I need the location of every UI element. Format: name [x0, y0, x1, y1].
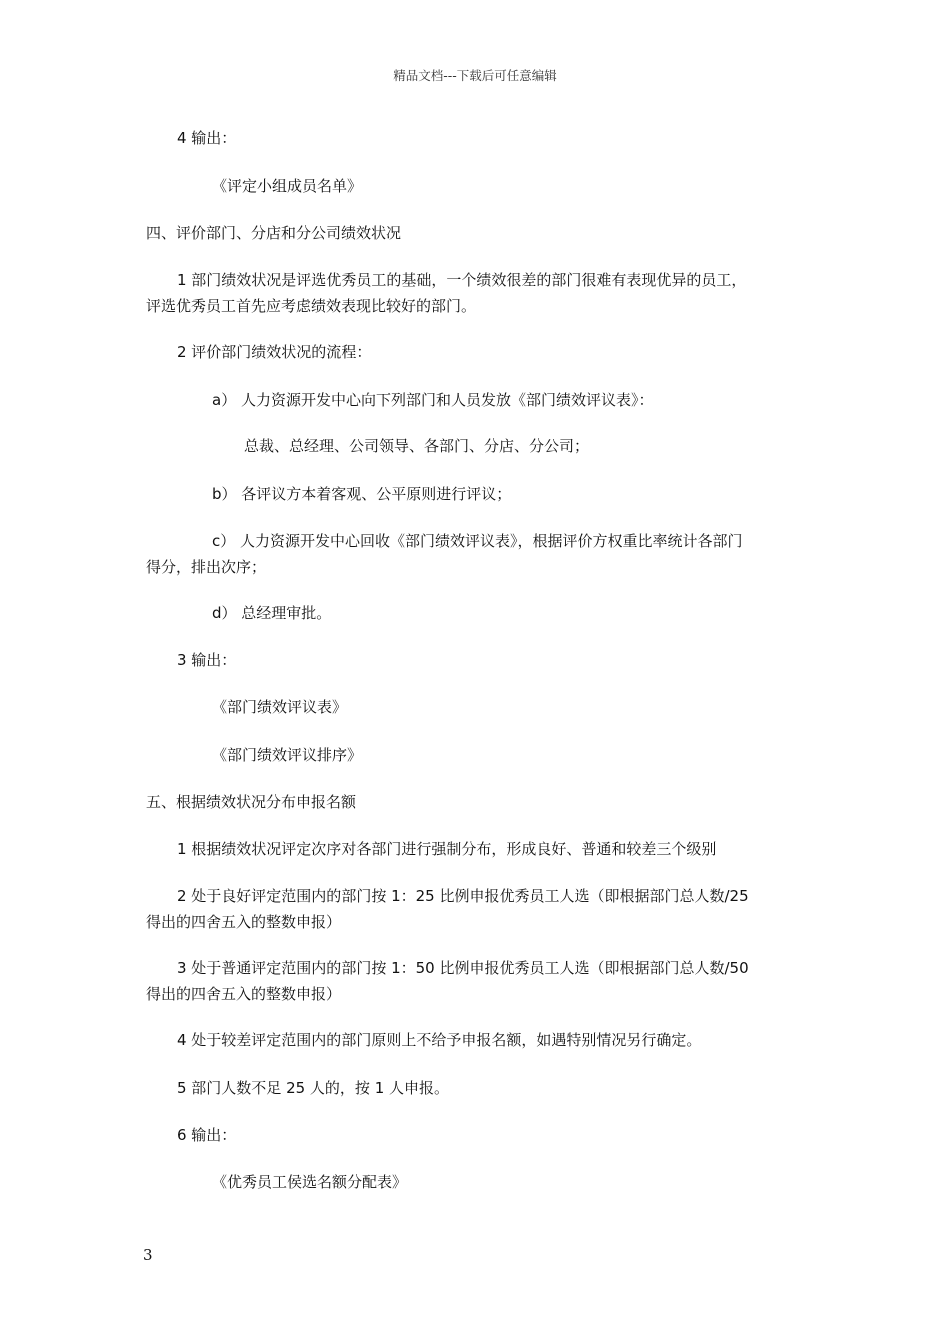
list-item	[146, 528, 812, 580]
output-item: 《部门绩效评议排序》	[212, 746, 363, 764]
paragraph-line: c） 人力资源开发中心回收《部门绩效评议表》，根据评价方权重比率统计各部门	[212, 532, 743, 550]
output-label: 4 输出：	[177, 129, 237, 147]
paragraph: 4 处于较差评定范围内的部门原则上不给予申报名额，如遇特别情况另行确定。	[177, 1031, 702, 1049]
paragraph: 5 部门人数不足 25 人的，按 1 人申报。	[177, 1079, 450, 1097]
list-item: a） 人力资源开发中心向下列部门和人员发放《部门绩效评议表》：	[212, 391, 654, 409]
paragraph-line: 1 部门绩效状况是评选优秀员工的基础，一个绩效很差的部门很难有表现优异的员工，	[177, 271, 747, 289]
paragraph	[146, 267, 812, 319]
paragraph: 1 根据绩效状况评定次序对各部门进行强制分布，形成良好、普通和较差三个级别	[177, 840, 717, 858]
paragraph-line: 2 处于良好评定范围内的部门按 1：25 比例申报优秀员工人选（即根据部门总人数/25	[177, 887, 749, 905]
list-item: d） 总经理审批。	[212, 604, 332, 622]
paragraph-line: 得出的四舍五入的整数申报）	[146, 985, 342, 1003]
paragraph: 2 评价部门绩效状况的流程：	[177, 343, 372, 361]
output-item: 《优秀员工侯选名额分配表》	[212, 1173, 408, 1191]
paragraph-line: 得出的四舍五入的整数申报）	[146, 913, 342, 931]
list-subitem: 总裁、总经理、公司领导、各部门、分店、分公司；	[244, 437, 590, 455]
paragraph-line: 3 处于普通评定范围内的部门按 1：50 比例申报优秀员工人选（即根据部门总人数/50	[177, 959, 749, 977]
paragraph	[146, 883, 812, 935]
output-label: 6 输出：	[177, 1126, 237, 1144]
paragraph-line: 评选优秀员工首先应考虑绩效表现比较好的部门。	[146, 297, 477, 315]
paragraph-line: 得分，排出次序；	[146, 558, 267, 576]
output-item: 《部门绩效评议表》	[212, 698, 348, 716]
output-label: 3 输出：	[177, 651, 237, 669]
page-header: 精品文档---下载后可任意编辑	[393, 68, 557, 83]
paragraph	[146, 955, 812, 1007]
section-heading: 五、根据绩效状况分布申报名额	[146, 793, 357, 811]
page-number: 3	[143, 1246, 153, 1264]
list-item: b） 各评议方本着客观、公平原则进行评议；	[212, 485, 512, 503]
output-item: 《评定小组成员名单》	[212, 177, 363, 195]
section-heading: 四、评价部门、分店和分公司绩效状况	[146, 224, 402, 242]
